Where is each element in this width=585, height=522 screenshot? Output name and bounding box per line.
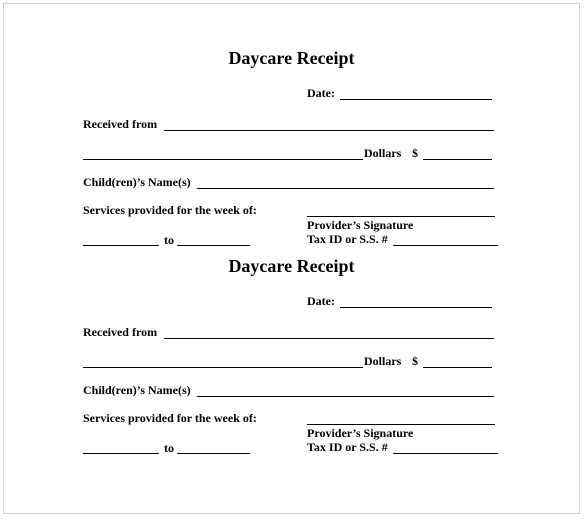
children-names-field[interactable] <box>197 396 494 397</box>
amount-in-words-field[interactable] <box>83 159 363 160</box>
received-from-label: Received from <box>83 325 158 339</box>
children-names-label: Child(ren)’s Name(s) <box>83 383 191 397</box>
dollar-sign-label: $ <box>412 354 418 368</box>
provider-signature-label: Provider’s Signature <box>307 218 414 232</box>
daycare-receipt-1 <box>4 4 579 247</box>
week-end-field[interactable] <box>177 453 250 454</box>
children-names-label: Child(ren)’s Name(s) <box>83 175 191 189</box>
received-from-field[interactable] <box>164 130 494 131</box>
provider-signature-label: Provider’s Signature <box>307 426 414 440</box>
amount-in-words-field[interactable] <box>83 367 363 368</box>
daycare-receipt-2 <box>4 212 579 455</box>
dollars-label: Dollars <box>364 354 402 368</box>
dollar-sign-label: $ <box>412 146 418 160</box>
services-week-label: Services provided for the week of: <box>83 203 257 217</box>
amount-field[interactable] <box>423 367 492 368</box>
date-label: Date: <box>307 86 335 100</box>
services-week-label: Services provided for the week of: <box>83 411 257 425</box>
receipt-title: Daycare Receipt <box>228 48 355 68</box>
received-from-label: Received from <box>83 117 158 131</box>
to-label: to <box>164 441 174 455</box>
tax-id-label: Tax ID or S.S. # <box>307 440 388 454</box>
tax-id-label: Tax ID or S.S. # <box>307 232 388 246</box>
receipt-title: Daycare Receipt <box>228 256 355 276</box>
date-field[interactable] <box>340 307 492 308</box>
children-names-field[interactable] <box>197 188 494 189</box>
document-page <box>3 3 580 514</box>
week-start-field[interactable] <box>83 453 159 454</box>
dollars-label: Dollars <box>364 146 402 160</box>
amount-field[interactable] <box>423 159 492 160</box>
date-field[interactable] <box>340 99 492 100</box>
received-from-field[interactable] <box>164 338 494 339</box>
tax-id-field[interactable] <box>393 453 498 454</box>
date-label: Date: <box>307 294 335 308</box>
provider-signature-field[interactable] <box>307 424 495 425</box>
to-label: to <box>164 233 174 247</box>
